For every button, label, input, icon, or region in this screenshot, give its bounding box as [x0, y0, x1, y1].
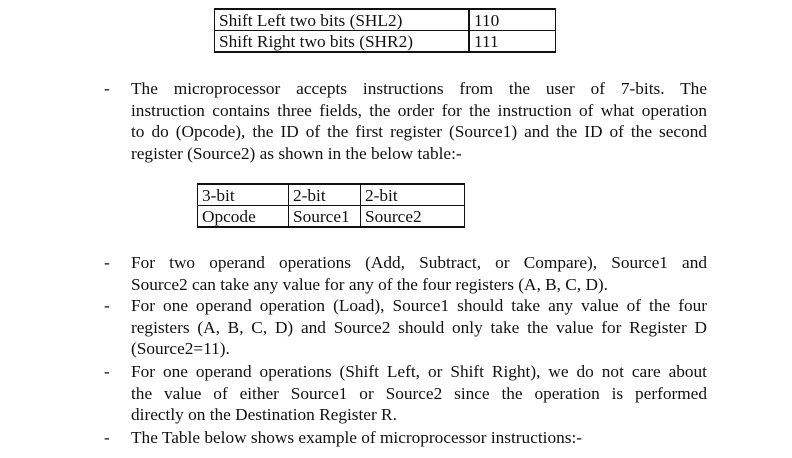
operation-cell: Shift Left two bits (SHL2) [215, 9, 470, 31]
bullet-dash: - [104, 253, 110, 272]
instruction-description [131, 78, 707, 164]
bullet-dash: - [104, 362, 110, 381]
field-name-cell: Source2 [361, 206, 465, 228]
field-name-cell: Source1 [289, 206, 361, 228]
table-row [215, 31, 556, 53]
bit-width-cell: 2-bit [289, 184, 361, 206]
table-row [198, 206, 465, 228]
bullet-dash: - [104, 428, 110, 447]
text-line: directly on the Destination Register R. [131, 405, 397, 424]
text-line: instruction contains three fields, the order for the instruction of what operation [131, 100, 707, 120]
example-table-intro [131, 427, 707, 449]
text-line: registers (A, B, C, D) and Source2 should only take the value for Register D [131, 317, 707, 337]
text-line: Source2 can take any value for any of the four registers (A, B, C, D). [131, 274, 608, 294]
text-line: For two operand operations (Add, Subtract, or Compare), Source1 and [131, 253, 707, 272]
table-row [215, 9, 556, 31]
text-line: to do (Opcode), the ID of the first register (Source1) and the ID of the second [131, 122, 707, 141]
text-line: For one operand operation (Load), Source1 should take any value of the four [131, 296, 707, 315]
opcode-cell: 111 [469, 31, 556, 53]
text-line: the value of either Source1 or Source2 since the operation is performed [131, 383, 707, 403]
text-line: (Source2=11). [131, 339, 230, 358]
instruction-format-table [197, 183, 465, 228]
bit-width-cell: 2-bit [361, 184, 465, 206]
bullet-dash: - [104, 79, 110, 98]
opcode-cell: 110 [469, 9, 556, 31]
operation-cell: Shift Right two bits (SHR2) [215, 31, 470, 53]
operations-table [214, 8, 556, 53]
text-line: The microprocessor accepts instructions from the user of 7-bits. The [131, 79, 707, 98]
text-line: register (Source2) as shown in the below table:- [131, 143, 462, 163]
shift-operation-note [131, 361, 707, 426]
bit-width-cell: 3-bit [198, 184, 289, 206]
two-operand-note [131, 252, 707, 295]
table-row [198, 184, 465, 206]
field-name-cell: Opcode [198, 206, 289, 228]
text-line: For one operand operations (Shift Left, or Shift Right), we do not care about [131, 362, 707, 381]
text-line: The Table below shows example of microprocessor instructions:- [131, 428, 583, 447]
bullet-dash: - [104, 296, 110, 315]
one-operand-load-note [131, 295, 707, 360]
